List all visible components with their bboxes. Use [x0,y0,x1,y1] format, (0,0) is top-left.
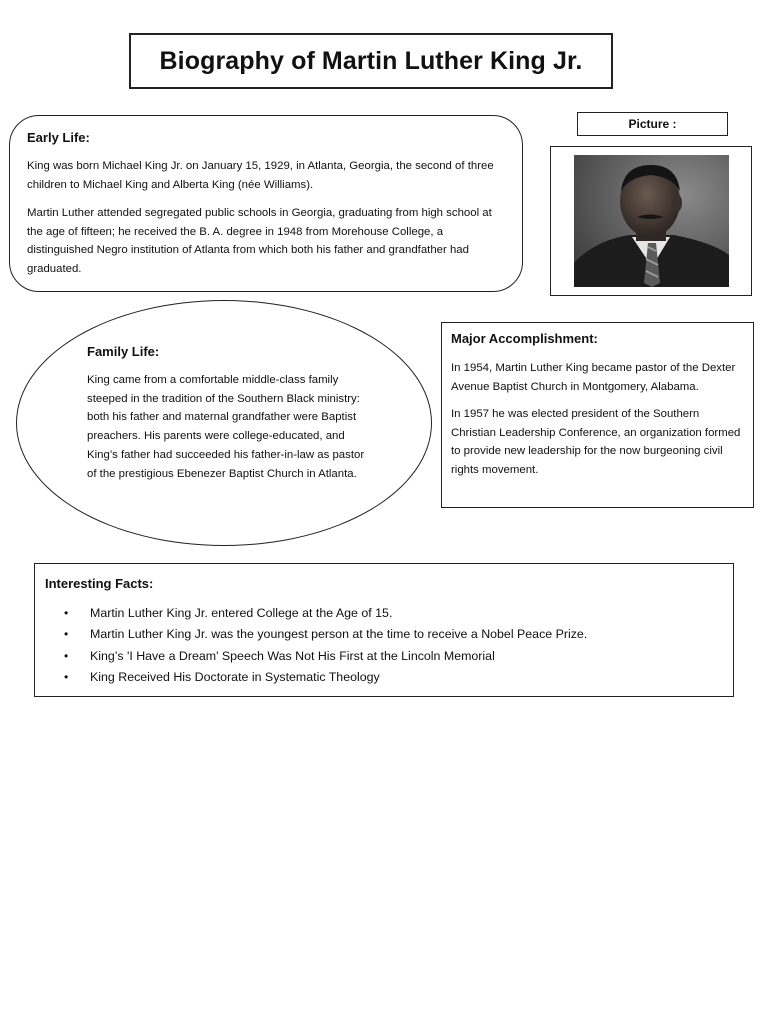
fact-text: King Received His Doctorate in Systematic Theology [90,669,380,684]
bullet-icon: • [64,627,69,642]
bullet-icon: • [64,648,69,663]
bullet-icon: • [64,669,69,684]
fact-text: Martin Luther King Jr. was the youngest person at the time to receive a Nobel Peace Prize. [90,627,588,642]
portrait-photo [574,155,729,287]
list-item [45,667,723,688]
family-life-text: King came from a comfortable middle-class family steeped in the tradition of the Southern Black ministry: both his father and maternal grandfather were Baptist preachers. His parents were college-educated, and King’s father had succeeded his father-in-law as pastor of the prestigious Ebenezer Baptist Church in Atlanta. [87,374,365,480]
major-accomplishment-heading: Major Accomplishment: [451,331,598,346]
page-title: Biography of Martin Luther King Jr. [159,46,583,75]
early-life-paragraph: Martin Luther attended segregated public schools in Georgia, graduating from high school at the age of fifteen; he received the B. A. degree in 1948 from Morehouse College, a distinguished Negro institution of Atlanta from which both his father and grandfather had graduated. [27,207,492,275]
list-item [45,603,723,624]
family-life-section [16,300,432,546]
fact-text: Martin Luther King Jr. entered College at the Age of 15. [90,606,393,620]
fact-text: King’s 'I Have a Dream' Speech Was Not His First at the Lincoln Memorial [90,648,495,663]
major-accomplishment-section [441,322,754,508]
major-accomplishment-paragraph: In 1954, Martin Luther King became pastor of the Dexter Avenue Baptist Church in Montgomery, Alabama. [451,362,736,393]
title-box [129,33,613,89]
list-item [45,646,723,667]
early-life-paragraph: King was born Michael King Jr. on January 15, 1929, in Atlanta, Georgia, the second of three children to Michael King and Alberta King (née Williams). [27,160,494,191]
picture-label: Picture : [577,112,728,136]
major-accomplishment-paragraph: In 1957 he was elected president of the Southern Christian Leadership Conference, an organization formed to provide new leadership for the now burgeoning civil rights movement. [451,408,741,476]
interesting-facts-section [34,563,734,697]
bullet-icon: • [64,606,69,620]
early-life-section [9,115,523,292]
early-life-heading: Early Life: [27,130,90,145]
family-life-heading: Family Life: [87,344,160,359]
list-item [45,624,723,645]
interesting-facts-heading: Interesting Facts: [45,576,154,591]
facts-list [45,603,723,688]
portrait-image [574,155,729,287]
picture-frame [550,146,752,296]
